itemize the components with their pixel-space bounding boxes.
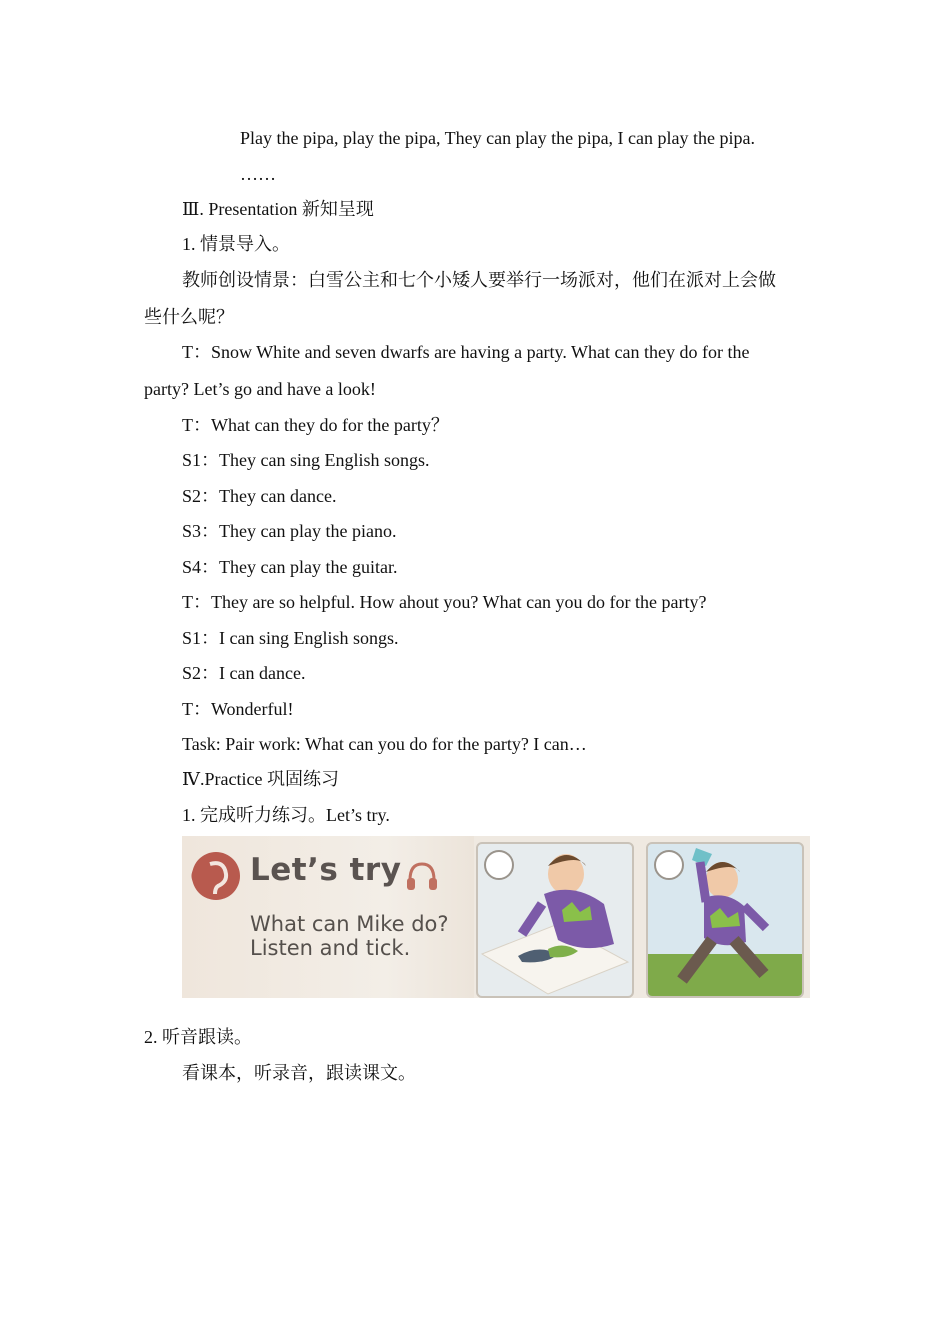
dialogue-line: T：Wonderful! [182, 699, 294, 719]
boy-dancing-drawing [648, 844, 802, 996]
textbook-image-lets-try [182, 836, 810, 998]
step-1-heading: 1. 情景导入。 [182, 234, 290, 254]
dialogue-line: S1：I can sing English songs. [182, 628, 399, 648]
ear-icon [186, 846, 246, 906]
boy-painting-drawing [478, 844, 632, 996]
instruction-line-1: What can Mike do? [250, 912, 449, 936]
lets-try-title: Let’s try [250, 852, 402, 888]
chant-line: Play the pipa, play the pipa, They can play the pipa, I can play the pipa. [240, 128, 756, 148]
dialogue-line: S1：They can sing English songs. [182, 450, 430, 470]
section-heading-practice: Ⅳ.Practice 巩固练习 [182, 769, 339, 789]
paragraph-line: 教师创设情景：白雪公主和七个小矮人要举行一场派对，他们在派对上会做 [182, 270, 776, 290]
dialogue-line: S4：They can play the guitar. [182, 557, 398, 577]
dialogue-line: T：What can they do for the party？ [182, 415, 449, 435]
dialogue-line: S2：They can dance. [182, 486, 337, 506]
step-2-heading: 2. 听音跟读。 [144, 1027, 252, 1047]
paragraph-line: 些什么呢？ [144, 307, 234, 327]
dialogue-line: T：Snow White and seven dwarfs are having a party. What can they do for the [182, 342, 750, 362]
dialogue-line: party? Let’s go and have a look! [144, 379, 376, 399]
section-heading-presentation: Ⅲ. Presentation 新知呈现 [182, 199, 374, 219]
instruction-line-2: Listen and tick. [250, 936, 411, 960]
picture-dancing [646, 842, 804, 998]
paragraph-line: 看课本，听录音，跟读课文。 [182, 1063, 416, 1083]
picture-painting [476, 842, 634, 998]
headphones-icon [404, 858, 440, 894]
dialogue-line: S3：They can play the piano. [182, 521, 397, 541]
dialogue-line: S2：I can dance. [182, 663, 306, 683]
ellipsis: …… [240, 164, 276, 184]
dialogue-line: T：They are so helpful. How ahout you? What can you do for the party? [182, 592, 707, 612]
task-line: Task: Pair work: What can you do for the party? I can… [182, 734, 587, 754]
step-1-listening: 1. 完成听力练习。Let’s try. [182, 805, 390, 825]
